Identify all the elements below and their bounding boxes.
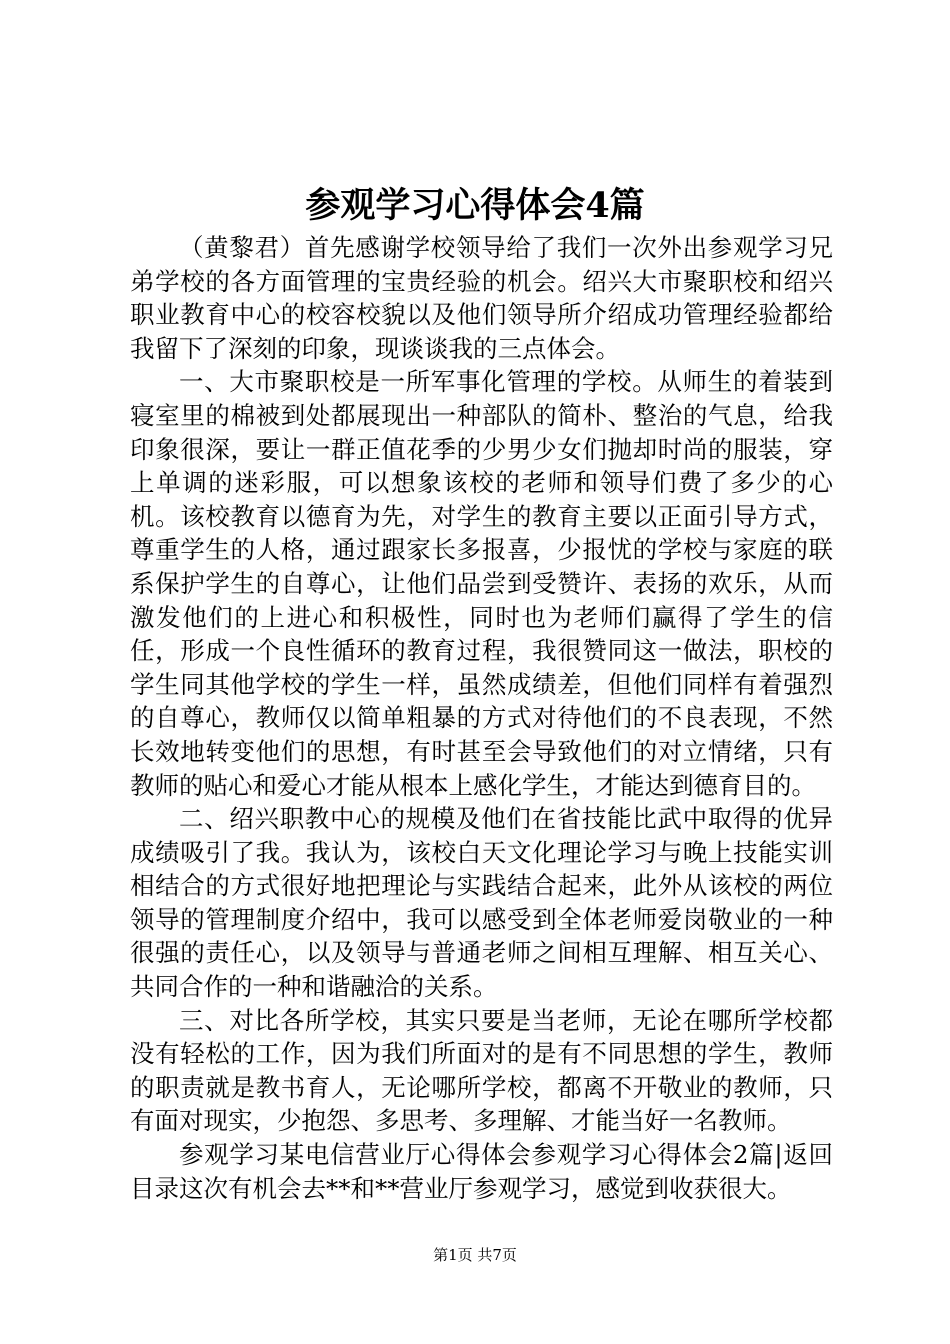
- paragraph-next-article: 参观学习某电信营业厅心得体会参观学习心得体会2篇|返回目录这次有机会去**和**营业厅参观学习，感觉到收获很大。: [130, 1140, 833, 1203]
- document-title: 参观学习心得体会4篇: [305, 185, 645, 226]
- paragraph-point-three: 三、对比各所学校，其实只要是当老师，无论在哪所学校都没有轻松的工作，因为我们所面对的是有不同思想的学生，教师的职责就是教书育人，无论哪所学校，都离不开敬业的教师，只有面对现实，少抱怨、多思考、多理解、才能当好一名教师。: [130, 1005, 833, 1136]
- paragraph-point-two: 二、绍兴职教中心的规模及他们在省技能比武中取得的优异成绩吸引了我。我认为，该校白天文化理论学习与晚上技能实训相结合的方式很好地把理论与实践结合起来，此外从该校的两位领导的管理制度介绍中，我可以感受到全体老师爱岗敬业的一种很强的责任心，以及领导与普通老师之间相互理解、相互关心、共同合作的一种和谐融洽的关系。: [130, 804, 833, 1002]
- document-body: [130, 231, 833, 1205]
- paragraph-intro: （黄黎君）首先感谢学校领导给了我们一次外出参观学习兄弟学校的各方面管理的宝贵经验的机会。绍兴大市聚职校和绍兴职业教育中心的校容校貌以及他们领导所介绍成功管理经验都给我留下了深刻的印象，现谈谈我的三点体会。: [130, 233, 833, 363]
- paragraph-point-one: 一、大市聚职校是一所军事化管理的学校。从师生的着装到寝室里的棉被到处都展现出一种部队的简朴、整治的气息，给我印象很深，要让一群正值花季的少男少女们抛却时尚的服装，穿上单调的迷彩服，可以想象该校的老师和领导们费了多少的心机。该校教育以德育为先，对学生的教育主要以正面引导方式，尊重学生的人格，通过跟家长多报喜，少报忧的学校与家庭的联系保护学生的自尊心，让他们品尝到受赞许、表扬的欢乐，从而激发他们的上进心和积极性，同时也为老师们赢得了学生的信任，形成一个良性循环的教育过程，我很赞同这一做法，职校的学生同其他学校的学生一样，虽然成绩差，但他们同样有着强烈的自尊心，教师仅以简单粗暴的方式对待他们的不良表现，不然长效地转变他们的思想，有时甚至会导致他们的对立情绪，只有教师的贴心和爱心才能从根本上感化学生，才能达到德育目的。: [130, 367, 833, 800]
- page-number-footer: 第1页 共7页: [433, 1246, 517, 1264]
